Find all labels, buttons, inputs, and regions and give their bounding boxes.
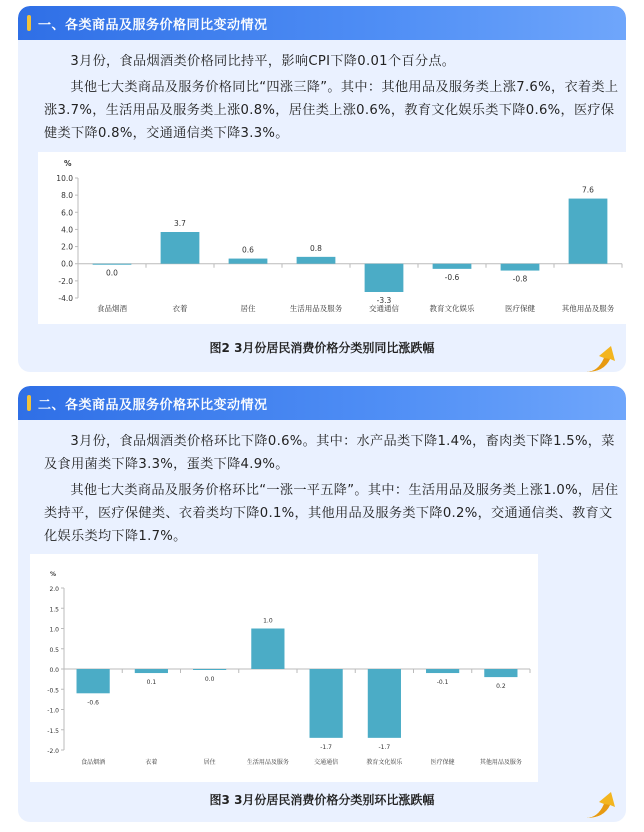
y-tick-label: 0.0 (61, 259, 73, 269)
x-tick-label: 交通通信 (314, 759, 339, 766)
data-label: -1.7 (378, 743, 391, 751)
x-tick-label: 食品烟酒 (81, 759, 106, 766)
section-title: 二、各类商品及服务价格环比变动情况 (38, 398, 268, 413)
data-label: -0.6 (444, 272, 460, 282)
y-tick-label: -4.0 (58, 294, 73, 303)
arrow-up-icon[interactable] (584, 344, 624, 372)
bar (368, 669, 401, 738)
x-tick-label: 其他用品及服务 (561, 304, 615, 313)
x-tick-label: 其他用品及服务 (479, 759, 522, 766)
data-label: 1.0 (263, 617, 273, 625)
bar (484, 669, 517, 677)
bar (193, 669, 226, 670)
chart-caption: 图2 3月份居民消费价格分类别同比涨跌幅 (209, 341, 435, 355)
x-tick-label: 教育文化娱乐 (366, 759, 403, 766)
section-header (18, 6, 626, 40)
section-title: 一、各类商品及服务价格同比变动情况 (38, 18, 268, 33)
paragraph: 3月份，食品烟酒类价格环比下降0.6%。其中：水产品类下降1.4%，畜肉类下降1.5%，菜及食用菌类下降3.3%，蛋类下降4.9%。 (44, 434, 615, 472)
section-card-yoy (18, 6, 626, 372)
data-label: -0.1 (436, 679, 449, 687)
bar (433, 264, 472, 269)
paragraph: 其他七大类商品及服务价格同比“四涨三降”。其中：其他用品及服务类上涨7.6%，衣着类上涨3.7%，生活用品及服务类上涨0.8%，居住类上涨0.6%，教育文化娱乐类下降0.6%，医疗保健类下降0.8%，交通通信类下降3.3%。 (44, 80, 619, 141)
data-label: 0.0 (204, 676, 215, 683)
y-tick-label: 8.0 (61, 191, 73, 201)
y-axis-unit: % (64, 159, 72, 168)
y-tick-label: 2.0 (61, 242, 73, 252)
x-tick-label: 医疗保健 (505, 304, 535, 313)
data-label: 0.2 (496, 683, 506, 691)
bar (251, 629, 284, 670)
bar (569, 199, 608, 264)
bar (135, 669, 168, 673)
y-tick-label: 0.5 (49, 646, 59, 654)
y-tick-label: 1.5 (49, 606, 59, 614)
y-tick-label: 2.0 (49, 586, 59, 593)
bar (297, 257, 336, 264)
bar (365, 264, 404, 292)
header-accent-bar (27, 15, 31, 31)
y-tick-label: -1.0 (47, 707, 59, 715)
x-tick-label: 教育文化娱乐 (429, 304, 475, 313)
data-label: 0.1 (146, 679, 157, 687)
bar (229, 259, 268, 264)
x-tick-label: 衣着 (145, 759, 158, 766)
data-label: -1.7 (320, 743, 332, 751)
y-tick-label: 4.0 (61, 225, 73, 235)
x-tick-label: 居住 (240, 304, 256, 313)
yoy-bar-chart (38, 152, 626, 324)
x-tick-label: 食品烟酒 (97, 304, 127, 313)
header-accent-bar (27, 395, 31, 411)
bar (310, 669, 343, 738)
x-tick-label: 交通通信 (369, 304, 399, 313)
x-tick-label: 生活用品及服务 (289, 304, 343, 313)
data-label: 0.6 (242, 245, 254, 255)
chart-container (38, 152, 626, 324)
bar (501, 264, 540, 271)
x-tick-label: 居住 (203, 759, 216, 766)
bar (77, 669, 110, 693)
y-tick-label: 1.0 (49, 626, 59, 634)
x-tick-label: 衣着 (172, 304, 188, 313)
data-label: 0.8 (310, 243, 322, 253)
data-label: -0.8 (512, 274, 528, 284)
y-axis-unit: % (50, 571, 57, 578)
x-tick-label: 医疗保健 (430, 759, 455, 766)
y-tick-label: -2.0 (47, 748, 59, 755)
data-label: -0.6 (87, 699, 99, 707)
section-card-mom (18, 386, 626, 822)
y-tick-label: 6.0 (61, 208, 73, 218)
arrow-up-icon[interactable] (584, 790, 624, 820)
data-label: 7.6 (582, 185, 594, 195)
y-tick-label: -1.5 (47, 727, 59, 735)
y-tick-label: -0.5 (47, 687, 59, 695)
bar (93, 264, 132, 265)
data-label: 0.0 (106, 268, 118, 278)
section-header (18, 386, 626, 420)
y-tick-label: 10.0 (56, 174, 73, 183)
y-tick-label: 0.0 (49, 667, 59, 674)
data-label: 3.7 (174, 219, 186, 228)
paragraph: 其他七大类商品及服务价格环比“一涨一平五降”。其中：生活用品及服务类上涨1.0%，居住类持平，医疗保健类、衣着类均下降0.1%，其他用品及服务类下降0.2%，交通通信类、教育文化娱乐类均下降1.7%。 (44, 483, 619, 544)
chart-caption: 图3 3月份居民消费价格分类别环比涨跌幅 (209, 793, 435, 807)
bar (426, 669, 459, 673)
y-tick-label: -2.0 (58, 276, 73, 286)
x-tick-label: 生活用品及服务 (246, 759, 289, 766)
mom-bar-chart (30, 554, 538, 782)
bar (161, 232, 200, 264)
paragraph: 3月份，食品烟酒类价格同比持平，影响CPI下降0.01个百分点。 (70, 54, 456, 69)
chart-container (30, 554, 538, 782)
data-label: -3.3 (376, 296, 392, 305)
